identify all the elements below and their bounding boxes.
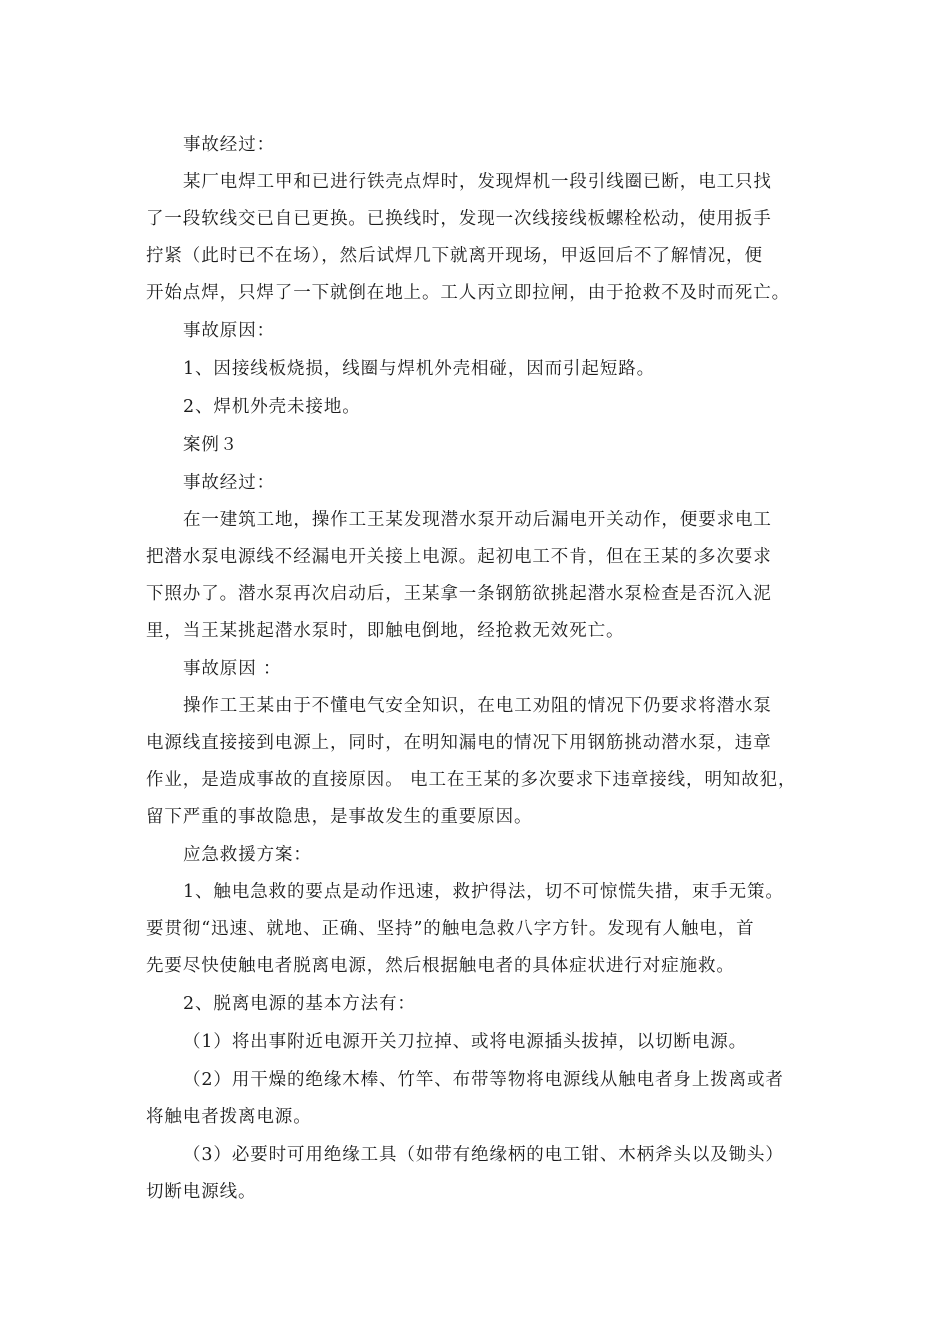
cause-item-2: 2、焊机外壳未接地。 [183,397,361,417]
heading-accident-cause-2: 事故原因 ： [183,659,282,679]
paragraph-line: 1、触电急救的要点是动作迅速，救护得法，切不可惊慌失措，束手无策。 [183,882,784,902]
cause-item-1: 1、因接线板烧损，线圈与焊机外壳相碰，因而引起短路。 [183,359,656,379]
heading-accident-process-2: 事故经过： [183,473,275,493]
paragraph-line: 要贯彻“迅速、就地、正确、坚持”的触电急救八字方针。发现有人触电，首 [146,919,755,939]
paragraph-line: 作业，是造成事故的直接原因。 电工在王某的多次要求下违章接线，明知故犯， [146,770,797,790]
method-item-3: （3）必要时可用绝缘工具（如带有绝缘柄的电工钳、木柄斧头以及锄头） [183,1145,784,1165]
paragraph-line: 把潜水泵电源线不经漏电开关接上电源。起初电工不肯，但在王某的多次要求 [146,547,772,567]
heading-accident-cause-1: 事故原因： [183,321,275,341]
method-item-1: （1）将出事附近电源开关刀拉掉、或将电源插头拔掉，以切断电源。 [183,1032,748,1052]
paragraph-line: 了一段软线交已自已更换。已换线时，发现一次线接线板螺栓松动，使用扳手 [146,209,772,229]
method-item-2: （2）用干燥的绝缘木棒、竹竿、布带等物将电源线从触电者身上拨离或者 [183,1070,784,1090]
paragraph-line: 电源线直接接到电源上，同时，在明知漏电的情况下用钢筋挑动潜水泵，违章 [146,733,772,753]
paragraph-line: 先要尽快使触电者脱离电源，然后根据触电者的具体症状进行对症施救。 [146,956,735,976]
paragraph-line: 操作工王某由于不懂电气安全知识，在电工劝阻的情况下仍要求将潜水泵 [183,696,772,716]
paragraph-line: 下照办了。潜水泵再次启动后，王某拿一条钢筋欲挑起潜水泵检查是否沉入泥 [146,584,772,604]
paragraph-line: 某厂电焊工甲和已进行铁壳点焊时，发现焊机一段引线圈已断，电工只找 [183,172,772,192]
paragraph-line: 切断电源线。 [146,1182,257,1202]
paragraph-line: 将触电者拨离电源。 [146,1107,312,1127]
paragraph-line: 拧紧（此时已不在场），然后试焊几下就离开现场，甲返回后不了解情况，便 [146,246,763,266]
paragraph-line: 里，当王某挑起潜水泵时，即触电倒地，经抢救无效死亡。 [146,621,625,641]
paragraph-line: 开始点焊，只焊了一下就倒在地上。工人丙立即拉闸，由于抢救不及时而死亡。 [146,283,790,303]
heading-accident-process-1: 事故经过： [183,135,275,155]
paragraph-line: 留下严重的事故隐患，是事故发生的重要原因。 [146,807,533,827]
method-heading: 2、脱离电源的基本方法有： [183,994,416,1014]
heading-emergency-plan: 应急救援方案： [183,845,312,865]
paragraph-line: 在一建筑工地，操作工王某发现潜水泵开动后漏电开关动作，便要求电工 [183,510,772,530]
heading-case-3: 案例３ [183,435,239,455]
